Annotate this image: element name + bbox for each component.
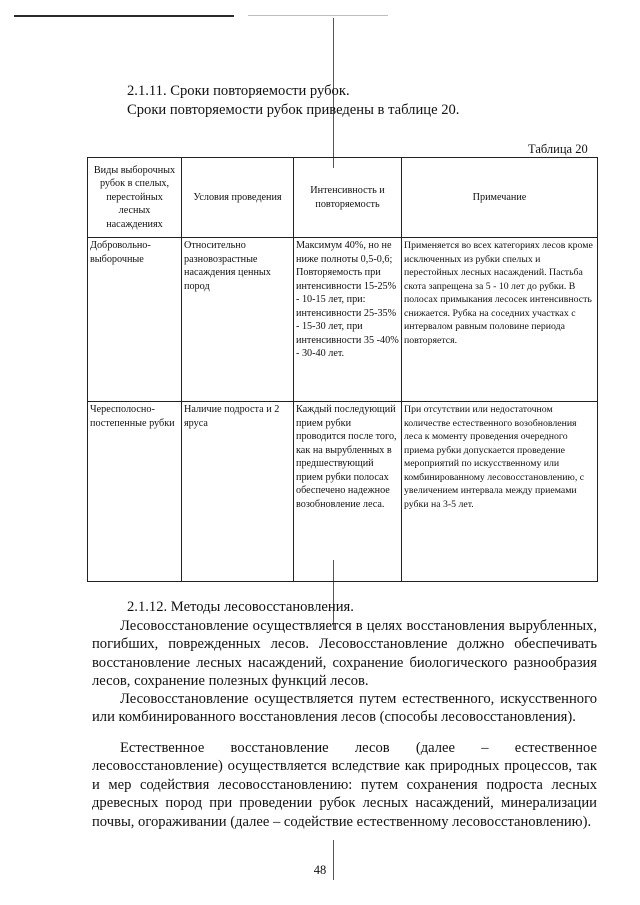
cell-note: Применяется во всех категориях лесов кроме исключенных из рубки спелых и перестойных лесных насаждений. Пастьба скота запрещена за 5 - 10 лет до рубки. В полосах примыкания лесосек интенсивность снижается. Рубка на соседних участках с интервалом равным половине периода повторяется. (402, 238, 598, 402)
cell-note: При отсутствии или недостаточном количестве естественного возобновления леса к моменту проведения очередного приема рубки допускается проведение мероприятий по искусственному или комбинированному лесовосстановлению, с увеличением интервала между приемами рубки на 3-5 лет. (402, 402, 598, 582)
paragraph-text: Естественное восстановление лесов (далее – естественное лесовосстановление) осуществляется вследствие как природных процессов, так и мер содействия лесовосстановлению: путем сохранения подроста лесных древесных пород при проведении рубок лесных насаждений, минерализации почвы, огораживании (далее – содействие естественному лесовосстановлению). (92, 740, 597, 830)
header-conditions: Условия проведения (182, 158, 294, 238)
section-heading-2-1-11: 2.1.11. Сроки повторяемости рубок. (127, 83, 350, 99)
page-number: 48 (313, 863, 327, 877)
cell-cutting-type: Добровольно-выборочные (88, 238, 182, 402)
paragraph (92, 739, 597, 831)
header-intensity: Интенсивность и повторяемость (294, 158, 402, 238)
scan-artifact-line (14, 15, 234, 17)
repeatability-table (87, 157, 598, 582)
paragraph-text: Лесовосстановление осуществляется в целях восстановления вырубленных, погибших, поврежденных лесов. Лесовосстановление должно обеспечивать восстановление лесных насаждений, сохранение биологического разнообразия лесов, сохранение полезных функций лесов. (92, 618, 597, 690)
header-note: Примечание (402, 158, 598, 238)
paragraph (92, 690, 597, 727)
paragraph (92, 617, 597, 691)
cell-conditions: Наличие подроста и 2 яруса (182, 402, 294, 582)
cell-intensity: Каждый последующий прием рубки проводится после того, как на вырубленных в предшествующий прием рубки полосах обеспечено надежное возобновление леса. (294, 402, 402, 582)
section-heading-2-1-12: 2.1.12. Методы лесовосстановления. (127, 599, 354, 615)
table-row (88, 238, 598, 402)
table-intro-text: Сроки повторяемости рубок приведены в таблице 20. (127, 102, 460, 118)
table-caption: Таблица 20 (528, 142, 588, 156)
cell-conditions: Относительно разновозрастные насаждения ценных пород (182, 238, 294, 402)
table-row (88, 402, 598, 582)
cell-intensity: Максимум 40%, но не ниже полноты 0,5-0,6; Повторяемость при интенсивности 15-25% - 10-15 лет, при: интенсивности 25-35% - 15-30 лет, при интенсивности 35 -40% - 30-40 лет. (294, 238, 402, 402)
table-header-row (88, 158, 598, 238)
cell-cutting-type: Чересполосно-постепенные рубки (88, 402, 182, 582)
paragraph-text: Лесовосстановление осуществляется путем естественного, искусственного или комбинированного восстановления лесов (способы лесовосстановления). (92, 691, 597, 726)
header-cutting-type: Виды выборочных рубок в спелых, перестойных лесных насаждениях (88, 158, 182, 238)
scan-artifact-line-faint (248, 15, 388, 16)
